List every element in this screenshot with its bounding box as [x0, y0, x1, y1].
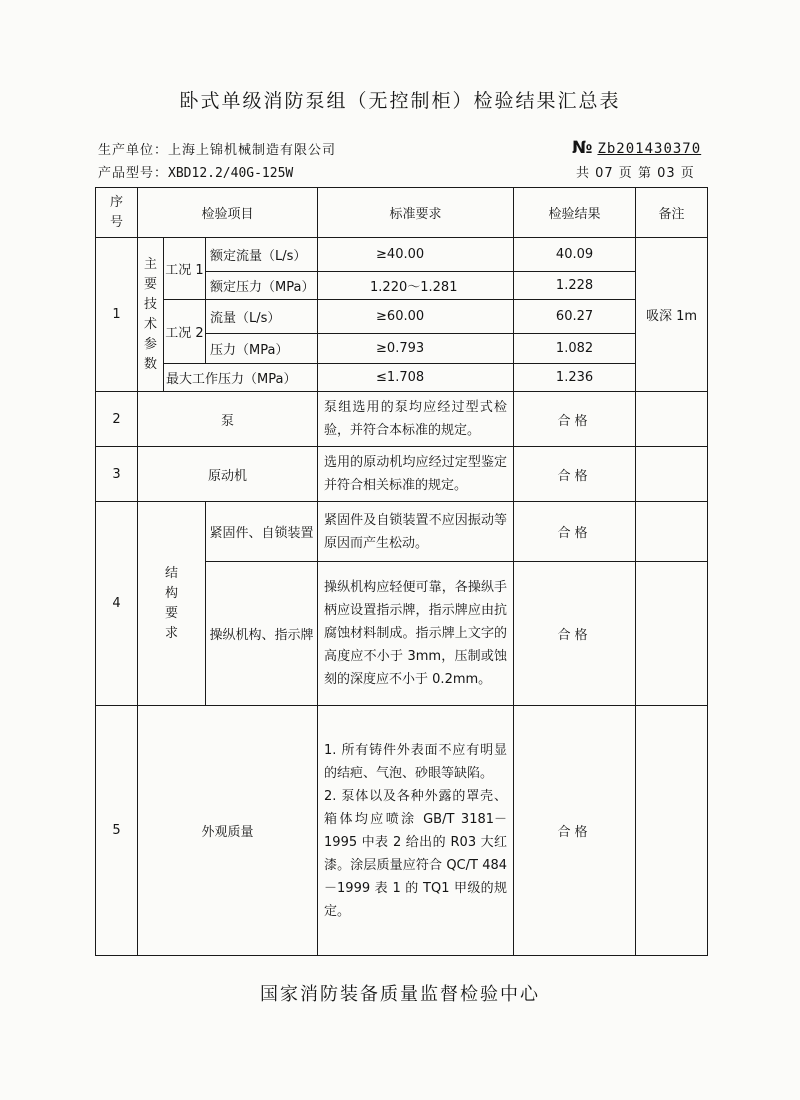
table-row: [96, 502, 708, 562]
seq-2: 2: [96, 392, 138, 447]
seq-5: 5: [96, 706, 138, 956]
max-pressure-result: 1.236: [514, 364, 636, 392]
manufacturer-line: [98, 139, 336, 158]
appearance-result: 合格: [514, 706, 636, 956]
issuing-authority: 国家消防装备质量监督检验中心: [260, 984, 540, 1005]
condition-2: 工况 2: [164, 300, 206, 364]
table-row: [96, 392, 708, 447]
number-sign: №: [572, 138, 594, 158]
table-row: [96, 238, 708, 272]
fastener-standard: 紧固件及自锁装置不应因振动等原因而产生松动。: [318, 502, 514, 562]
rated-flow-standard: ≥40.00: [318, 238, 514, 272]
seq-4: 4: [96, 502, 138, 706]
flow-label: 流量（L/s）: [206, 300, 318, 334]
pressure-standard: ≥0.793: [318, 334, 514, 364]
max-pressure-label: 最大工作压力（MPa）: [164, 364, 318, 392]
group-main-params: 主要技术参数: [138, 238, 164, 392]
pressure-result: 1.082: [514, 334, 636, 364]
rated-pressure-standard: 1.220～1.281: [318, 272, 514, 300]
control-item: 操纵机构、指示牌: [206, 562, 318, 706]
appearance-item: 外观质量: [138, 706, 318, 956]
flow-result: 60.27: [514, 300, 636, 334]
model-value: XBD12.2/40G-125W: [168, 166, 294, 181]
header-result: 检验结果: [514, 188, 636, 238]
header-standard: 标准要求: [318, 188, 514, 238]
manufacturer-value: 上海上锦机械制造有限公司: [168, 143, 337, 158]
fastener-item: 紧固件、自锁装置: [206, 502, 318, 562]
control-standard: 操纵机构应轻便可靠，各操纵手柄应设置指示牌，指示牌应由抗腐蚀材料制成。指示牌上文字的高度应不小于 3mm，压制或蚀刻的深度应不小于 0.2mm。: [318, 562, 514, 706]
manufacturer-label: 生产单位：: [98, 143, 169, 158]
remark-suction: 吸深 1m: [636, 238, 708, 392]
rated-flow-label: 额定流量（L/s）: [206, 238, 318, 272]
rated-pressure-label: 额定压力（MPa）: [206, 272, 318, 300]
motor-remark: [636, 447, 708, 502]
appearance-standard-2: 2. 泵体以及各种外露的罩壳、箱体均应喷涂 GB/T 3181－1995 中表 2 给出的 R03 大红漆。涂层质量应符合 QC/T 484－1999 表 1 的 TQ1 甲级的规定。: [324, 788, 508, 919]
pressure-label: 压力（MPa）: [206, 334, 318, 364]
table-row: [96, 364, 708, 392]
page-indicator: 共 07 页 第 03 页: [576, 166, 695, 181]
pump-item: 泵: [138, 392, 318, 447]
fastener-result: 合格: [514, 502, 636, 562]
motor-result: 合格: [514, 447, 636, 502]
table-row: [96, 447, 708, 502]
appearance-standard: [318, 706, 514, 956]
pump-standard: 泵组选用的泵均应经过型式检验，并符合本标准的规定。: [318, 392, 514, 447]
group-structure: 结构要求: [138, 502, 206, 706]
table-row: [96, 706, 708, 956]
table-row: [96, 300, 708, 334]
report-number-value: Zb201430370: [597, 141, 702, 157]
control-result: 合格: [514, 562, 636, 706]
appearance-remark: [636, 706, 708, 956]
condition-1: 工况 1: [164, 238, 206, 300]
flow-standard: ≥60.00: [318, 300, 514, 334]
inspection-results-table: [95, 187, 708, 956]
pump-remark: [636, 392, 708, 447]
rated-flow-result: 40.09: [514, 238, 636, 272]
document-title: 卧式单级消防泵组（无控制柜）检验结果汇总表: [179, 90, 621, 112]
header-item: 检验项目: [138, 188, 318, 238]
header-remark: 备注: [636, 188, 708, 238]
rated-pressure-result: 1.228: [514, 272, 636, 300]
fastener-remark: [636, 502, 708, 562]
motor-standard: 选用的原动机均应经过定型鉴定并符合相关标准的规定。: [318, 447, 514, 502]
pump-result: 合格: [514, 392, 636, 447]
model-label: 产品型号：: [98, 166, 169, 181]
motor-item: 原动机: [138, 447, 318, 502]
seq-3: 3: [96, 447, 138, 502]
header-row: [96, 188, 708, 238]
seq-1: 1: [96, 238, 138, 392]
report-number: [572, 138, 701, 158]
appearance-standard-1: 1. 所有铸件外表面不应有明显的结疤、气泡、砂眼等缺陷。: [324, 742, 508, 781]
control-remark: [636, 562, 708, 706]
max-pressure-standard: ≤1.708: [318, 364, 514, 392]
model-line: [98, 162, 293, 181]
header-seq: 序号: [96, 188, 138, 238]
